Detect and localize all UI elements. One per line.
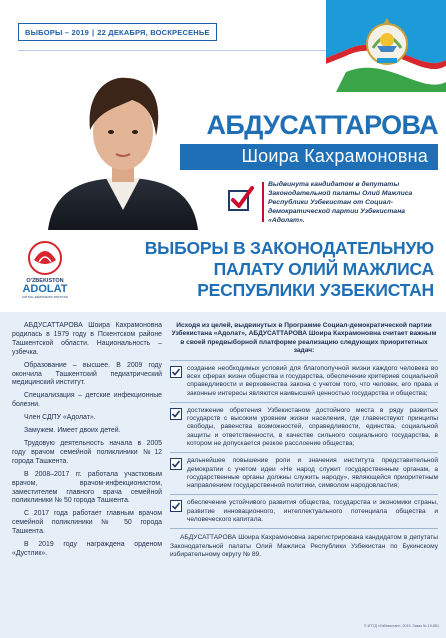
program-item (170, 494, 438, 528)
bio-paragraph: Замужем. Имеет двоих детей. (24, 427, 121, 435)
program-item-text: дальнейшее повышение роли и значения института представительной демократии с учетом идеи «Не народ служит государственным органам, а государственные органы должны служить народу», являющейся приоритетным направлением государственной политики, символом народовластия; (187, 457, 438, 490)
bio-paragraph: С 2017 года работает главным врачом семейной поликлиники № 50 города Ташкента. (12, 510, 162, 536)
program-item-text: достижение обретения Узбекистаном достойного места в ряду развитых государств с высоким уровнем жизни населения, где главенствуют принципы свободы, равенства возможностей, справедливости, единства, социальной защиты и ответственности, в качестве сильного социального государства, в котором не допускается резкое расслоение общества; (187, 406, 438, 447)
candidate-surname: АБДУСАТТАРОВА (206, 110, 438, 140)
bio-paragraph: Специализация – детские инфекционные болезни. (12, 392, 162, 409)
bio-paragraph: Трудовую деятельность начала в 2005 году врачом семейной поликлиники №12 города Ташкента. (12, 439, 162, 465)
program-item-text: обеспечение устойчивого развития общества, государства и экономики страны, развитие инновационного, интеллектуального потенциала общества и человеческого капитала. (187, 499, 438, 524)
party-logo-name: ADOLAT (22, 283, 68, 295)
program-item-text: создание необходимых условий для благополучной жизни каждого человека во всех сферах жизни общества и государства, обеспечение критериев социальной справедливости и верховенства закона с учетом того, что человек, его права и законные интересы являются наивысшей ценностью государства и общества; (187, 364, 438, 397)
checkbox-icon (170, 500, 182, 512)
bio-paragraph: Член СДПУ «Адолат». (24, 414, 96, 422)
print-imprint: © ИТТД «Узбекистан», 2019. Заказ № 19-851. (363, 624, 440, 628)
election-date-tag (18, 23, 217, 41)
headline-line: ВЫБОРЫ В ЗАКОНОДАТЕЛЬНУЮ (144, 238, 434, 258)
adolat-party-logo (12, 238, 78, 304)
checkbox-icon (170, 458, 182, 470)
checkmark-box-icon (228, 186, 254, 212)
program-section (170, 322, 438, 559)
checkbox-icon (170, 408, 182, 420)
bio-paragraph: В 2008–2017 гг. работала участковым врачом, врачом-инфекционистом, заместителем главного врача семейной поликлиники № 50 города Ташкента. (12, 470, 162, 505)
date-label: 22 ДЕКАБРЯ, ВОСКРЕСЕНЬЕ (97, 27, 210, 37)
program-intro: Исходя из целей, выдвинутых в Программе Социал-демократической партии Узбекистана «Адолат», АБДУСАТТАРОВА Шоира Кахрамоновна считает важным в своей предвыборной платформе реализацию следующих приоритетных задач: (171, 322, 437, 355)
headline-line: ПАЛАТУ ОЛИЙ МАЖЛИСА (213, 259, 434, 279)
candidate-given-names: Шоира Кахрамоновна (180, 144, 438, 170)
nomination-rule (262, 182, 264, 222)
program-item (170, 402, 438, 452)
checkbox-icon (170, 366, 182, 378)
registration-note: АБДУСАТТАРОВА Шоира Кахрамоновна зарегистрирована кандидатом в депутаты Законодательной палаты Олий Мажлиса Республики Узбекистан по Букинскому избирательному округу № 89. (170, 528, 438, 559)
biography (12, 322, 162, 563)
headline-line: РЕСПУБЛИКИ УЗБЕКИСТАН (197, 280, 434, 300)
party-logo-sub-text: SOTSIAL-DEMOKRATIK PARTIYASI (22, 295, 68, 299)
nomination-text: Выдвинута кандидатом в депутаты Законодательной палаты Олий Мажлиса Республики Узбекистан от Социал-демократической партии Узбекистана «Адолат». (268, 181, 413, 224)
program-item (170, 452, 438, 494)
bio-paragraph: В 2019 году награждена орденом «Дустлик». (12, 541, 162, 557)
bio-paragraph: АБДУСАТТАРОВА Шоира Кахрамоновна родилась в 1979 году в Пскентском районе Ташкентской области. Национальность – узбечка. (12, 322, 162, 356)
tag-separator: | (91, 27, 95, 37)
election-label: ВЫБОРЫ – 2019 (25, 27, 89, 37)
election-headline (80, 238, 434, 301)
party-logo-top-text: O'ZBEKISTON (26, 278, 64, 284)
bio-paragraph: Образование – высшее. В 2009 году окончила Ташкентский педиатрический медицинский институт. (12, 361, 162, 387)
state-emblem-icon (363, 18, 411, 70)
program-item (170, 360, 438, 402)
